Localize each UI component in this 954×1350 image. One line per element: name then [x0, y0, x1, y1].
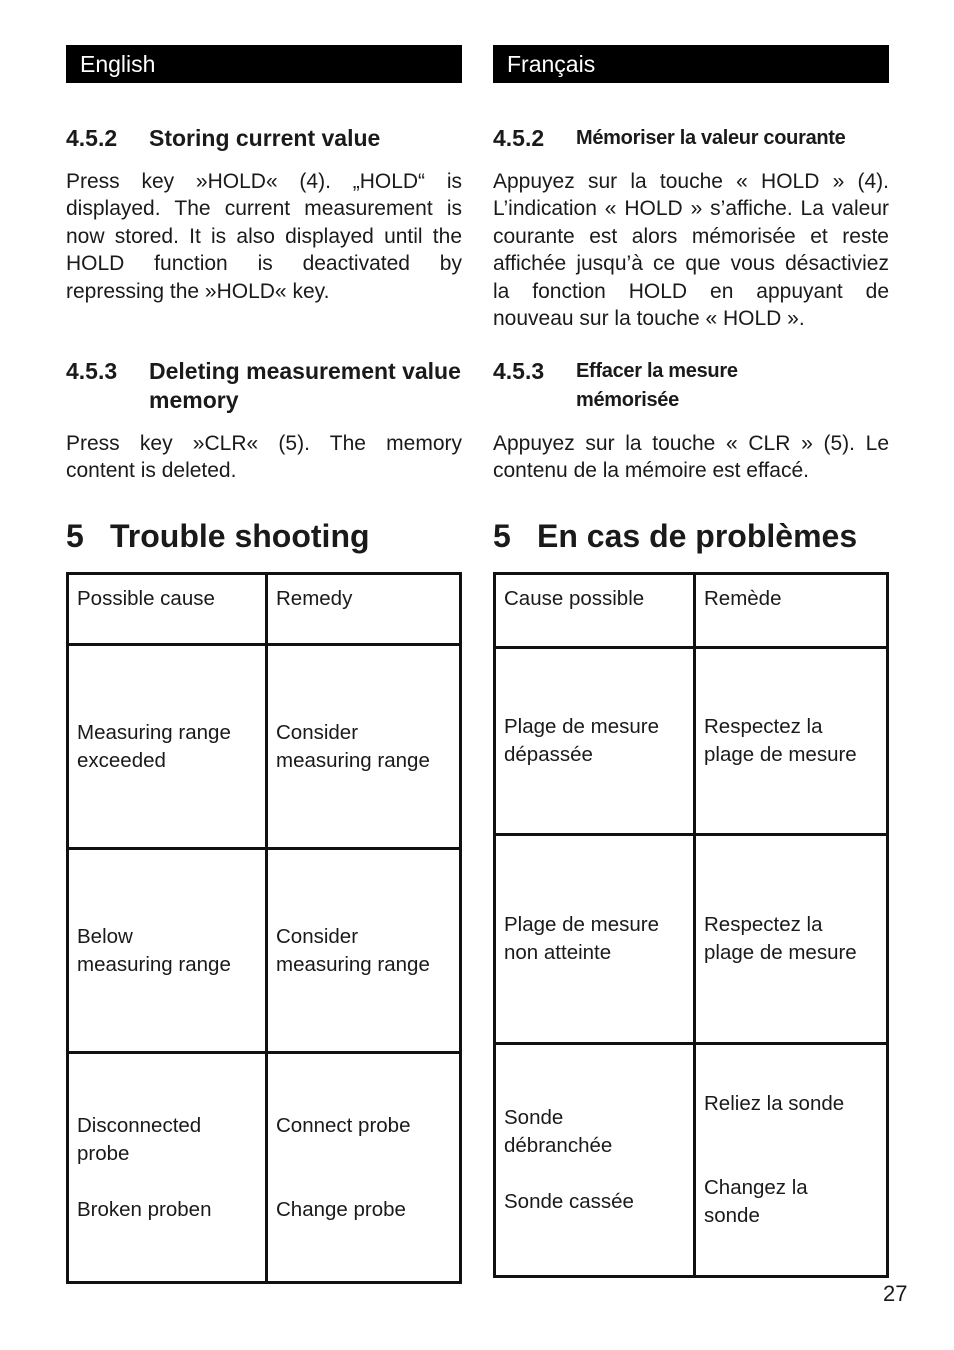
section-number: 4.5.2 [493, 125, 545, 151]
table-row [495, 1044, 888, 1277]
paragraph-effacer-memoire: Appuyez sur la touche « CLR » (5). Le contenu de la mémoire est effacé. [493, 432, 889, 483]
heading-5-trouble-shooting [66, 518, 462, 554]
chapter-title: En cas de problèmes [537, 518, 858, 554]
table-header-row [68, 574, 461, 645]
remedy-cell: Consider measuring range [267, 849, 461, 1053]
cause-cell: Plage de mesure non atteinte [495, 835, 695, 1044]
column-header-cause: Possible cause [68, 574, 267, 645]
cause-cell: Below measuring range [68, 849, 267, 1053]
section-number: 4.5.2 [66, 125, 118, 151]
french-column [493, 45, 889, 1227]
language-header-french: Français [493, 45, 889, 83]
heading-4-5-2 [493, 124, 889, 153]
remedy-cell: Respectez la plage de mesure [695, 648, 888, 835]
section-number: 4.5.3 [66, 358, 118, 384]
table-row [68, 645, 461, 849]
english-column [66, 45, 462, 1221]
table-row [68, 1053, 461, 1283]
cause-cell: Measuring range exceeded [68, 645, 267, 849]
remedy-cell: Connect probe Change probe [267, 1053, 461, 1283]
table-row [495, 835, 888, 1044]
chapter-number: 5 [493, 518, 511, 554]
chapter-number: 5 [66, 518, 84, 554]
chapter-title: Trouble shooting [110, 518, 370, 554]
remedy-cell: Reliez la sonde Changez la sonde [695, 1044, 888, 1277]
heading-4-5-3 [66, 357, 462, 415]
trouble-table-english [66, 572, 462, 1284]
section-number: 4.5.3 [493, 358, 545, 384]
section-title: Effacer la mesure mémorisée [576, 360, 738, 411]
column-header-remedy: Remède [695, 574, 888, 648]
paragraph-memoriser-valeur: Appuyez sur la touche « HOLD » (4). L’indication « HOLD » s’affiche. La valeur courante est alors mémorisée et reste affichée jusqu’à ce que vous désactiviez la fonction HOLD en appuyant de nouveau sur la touche « HOLD ». [493, 170, 889, 331]
cause-cell: Disconnected probe Broken proben [68, 1053, 267, 1283]
section-title: Mémoriser la valeur courante [576, 127, 846, 149]
remedy-cell: Respectez la plage de mesure [695, 835, 888, 1044]
heading-5-en-cas-de-problemes [493, 518, 889, 554]
table-header-row [495, 574, 888, 648]
heading-4-5-2 [66, 124, 462, 153]
table-row [495, 648, 888, 835]
heading-4-5-3 [493, 357, 889, 415]
paragraph-deleting-memory: Press key »CLR« (5). The memory content is deleted. [66, 432, 462, 483]
column-header-cause: Cause possible [495, 574, 695, 648]
trouble-table-french [493, 572, 889, 1278]
table-row [68, 849, 461, 1053]
paragraph-storing-current-value: Press key »HOLD« (4). „HOLD“ is displayed. The current measurement is now stored. It is also displayed until the HOLD function is deactivated by repressing the »HOLD« key. [66, 170, 462, 303]
remedy-cell: Consider measuring range [267, 645, 461, 849]
column-header-remedy: Remedy [267, 574, 461, 645]
cause-cell: Plage de mesure dépassée [495, 648, 695, 835]
language-header-english: English [66, 45, 462, 83]
page-number: 27 [883, 1281, 908, 1306]
cause-cell: Sonde débranchée Sonde cassée [495, 1044, 695, 1277]
section-title: Deleting measurement value memory [149, 358, 461, 413]
section-title: Storing current value [149, 125, 381, 151]
